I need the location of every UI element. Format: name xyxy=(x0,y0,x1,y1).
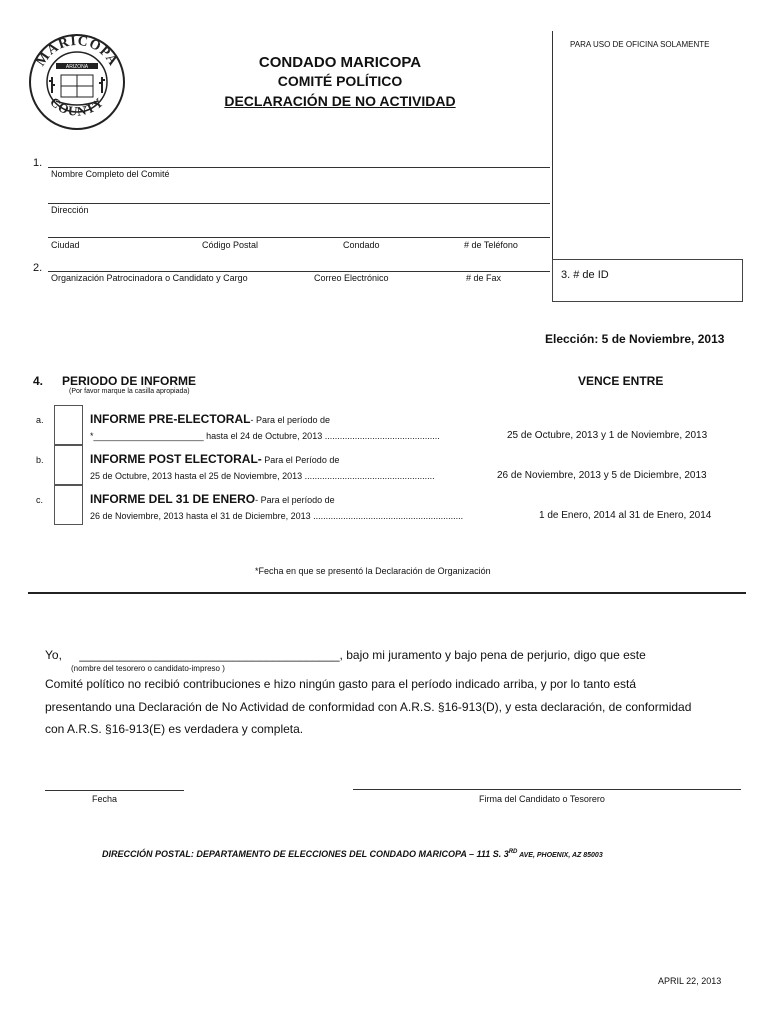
oath-line-1 xyxy=(45,648,646,662)
oath-prefix: Yo, xyxy=(45,648,62,662)
fax-label: # de Fax xyxy=(466,273,502,283)
footnote: *Fecha en que se presentó la Declaración de Organización xyxy=(255,566,491,576)
city-line[interactable] xyxy=(48,237,550,238)
id-box[interactable] xyxy=(552,259,743,302)
county-seal xyxy=(28,33,126,131)
committee-name-line[interactable] xyxy=(48,167,550,168)
option-c-title-row xyxy=(90,492,335,506)
email-label: Correo Electrónico xyxy=(314,273,389,283)
oath-line-4: con A.R.S. §16-913(E) es verdadera y completa. xyxy=(45,722,304,736)
committee-name-label: Nombre Completo del Comité xyxy=(51,169,170,179)
option-b-title: INFORME POST ELECTORAL- xyxy=(90,452,262,466)
due-header: VENCE ENTRE xyxy=(578,374,664,388)
committee-title: COMITÉ POLÍTICO xyxy=(277,73,403,89)
section-4-number: 4. xyxy=(33,374,44,388)
form-title: DECLARACIÓN DE NO ACTIVIDAD xyxy=(224,93,456,109)
oath-line-2: Comité político no recibió contribuciones e hizo ningún gasto para el período indicado arriba, y por lo tanto está xyxy=(45,677,637,691)
date-label: Fecha xyxy=(92,794,118,804)
date-line[interactable] xyxy=(45,790,184,791)
mailing-main: DIRECCIÓN POSTAL: DEPARTAMENTO DE ELECCIONES DEL CONDADO MARICOPA – 111 S. 3 xyxy=(102,849,509,859)
reporting-period-title: PERIODO DE INFORME xyxy=(62,374,197,388)
oath-name-hint: (nombre del tesorero o candidato-impreso ) xyxy=(71,664,225,673)
option-c-title-tail: - Para el período de xyxy=(255,495,335,505)
oath-line-3: presentando una Declaración de No Actividad de conformidad con A.R.S. §16-913(D), y esta declaración, de conformidad xyxy=(45,700,692,714)
option-a-title-tail: - Para el período de xyxy=(250,415,331,425)
sponsor-label: Organización Patrocinadora o Candidato y Cargo xyxy=(51,273,248,283)
county-title: CONDADO MARICOPA xyxy=(258,54,422,71)
option-a-checkbox[interactable] xyxy=(54,405,83,445)
option-b-due: 26 de Noviembre, 2013 y 5 de Diciembre, 2013 xyxy=(497,470,707,481)
mailing-sup: RD xyxy=(508,849,518,855)
seal-banner: ARIZONA xyxy=(65,64,89,70)
footer-date: APRIL 22, 2013 xyxy=(658,976,722,986)
option-b-checkbox[interactable] xyxy=(54,445,83,485)
county-label: Condado xyxy=(343,240,380,250)
section-1-number: 1. xyxy=(33,157,43,169)
mailing-address xyxy=(102,849,603,859)
check-hint: (Por favor marque la casilla apropiada) xyxy=(69,388,190,395)
oath-name-blank[interactable]: _______________________________________, xyxy=(79,648,343,662)
section-2-number: 2. xyxy=(33,262,43,274)
election-date: Elección: 5 de Noviembre, 2013 xyxy=(545,332,725,346)
option-a-title-row xyxy=(90,412,330,426)
address-line[interactable] xyxy=(48,203,550,204)
option-b-title-row xyxy=(90,452,339,466)
id-label: 3. # de ID xyxy=(561,269,609,281)
office-use-label: PARA USO DE OFICINA SOLAMENTE xyxy=(570,40,710,49)
city-label: Ciudad xyxy=(51,240,80,250)
option-c-period: 26 de Noviembre, 2013 hasta el 31 de Diciembre, 2013 ............................................................ xyxy=(90,511,464,521)
address-label: Dirección xyxy=(51,205,89,215)
option-a-period: *______________________ hasta el 24 de Octubre, 2013 .............................................. xyxy=(90,431,440,441)
signature-label: Firma del Candidato o Tesorero xyxy=(479,794,605,804)
mailing-tail: AVE, PHOENIX, AZ 85003 xyxy=(517,852,603,859)
option-b-period: 25 de Octubre, 2013 hasta el 25 de Noviembre, 2013 .................................................... xyxy=(90,471,435,481)
seal-top-text: MARICOPA xyxy=(33,33,121,70)
option-c-title: INFORME DEL 31 DE ENERO xyxy=(90,492,256,506)
option-c-due: 1 de Enero, 2014 al 31 de Enero, 2014 xyxy=(539,510,712,521)
section-divider xyxy=(28,592,746,594)
svg-text:COUNTY xyxy=(47,94,107,119)
option-a-title: INFORME PRE-ELECTORAL xyxy=(90,412,251,426)
option-a-letter: a. xyxy=(36,415,44,425)
zip-label: Código Postal xyxy=(202,240,259,250)
option-b-letter: b. xyxy=(36,455,44,465)
signature-line[interactable] xyxy=(353,789,741,790)
option-c-letter: c. xyxy=(36,495,44,505)
phone-label: # de Teléfono xyxy=(464,240,518,250)
option-b-title-tail: Para el Período de xyxy=(261,455,340,465)
option-a-due: 25 de Octubre, 2013 y 1 de Noviembre, 2013 xyxy=(507,430,708,441)
option-c-checkbox[interactable] xyxy=(54,485,83,525)
seal-bottom-text: COUNTY xyxy=(47,94,107,119)
oath-line1-tail: bajo mi juramento y bajo pena de perjurio, digo que este xyxy=(346,648,646,662)
office-box-left-border xyxy=(552,31,553,259)
sponsor-line[interactable] xyxy=(48,271,550,272)
